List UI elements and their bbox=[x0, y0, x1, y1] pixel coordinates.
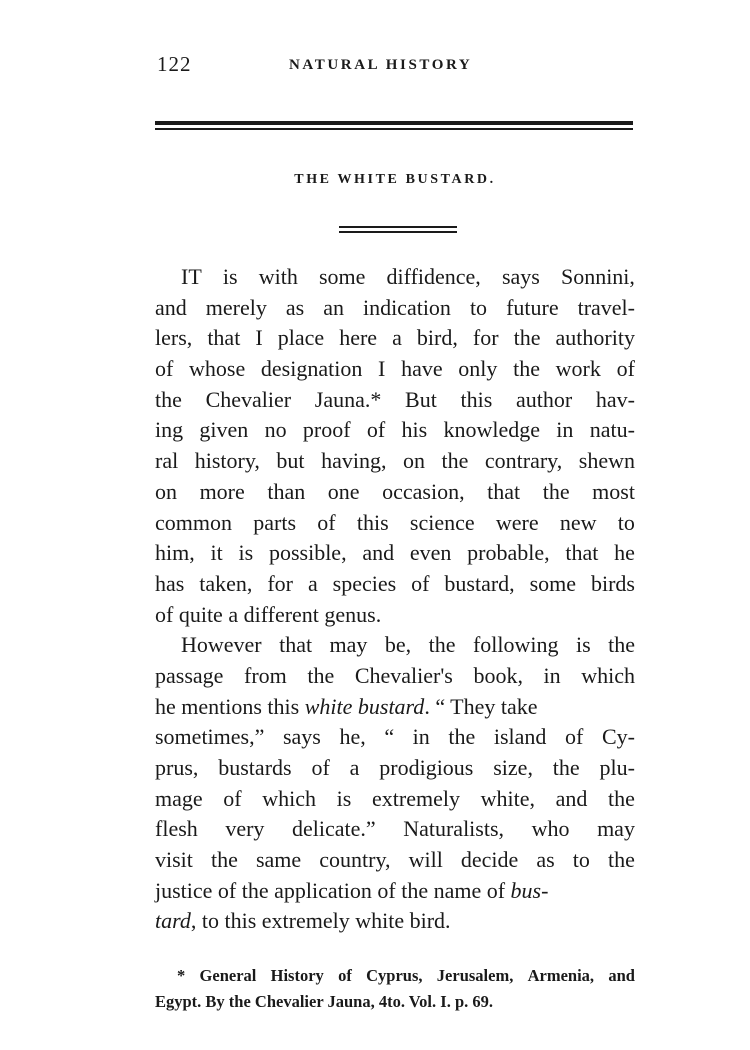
footnote bbox=[155, 963, 635, 1015]
word: prodigious bbox=[379, 755, 474, 780]
word: indication bbox=[362, 294, 451, 320]
text-line bbox=[155, 876, 635, 907]
text-line bbox=[155, 630, 635, 661]
word: place bbox=[277, 325, 325, 351]
word: bustard, bbox=[444, 570, 515, 596]
text-line bbox=[155, 323, 635, 354]
word: extremely bbox=[372, 785, 460, 811]
text-run-compound bbox=[155, 692, 538, 723]
word: who bbox=[531, 816, 570, 842]
running-title: NATURAL HISTORY bbox=[289, 57, 473, 73]
word: in bbox=[556, 417, 574, 443]
word: the bbox=[608, 632, 635, 658]
word: proof bbox=[302, 417, 351, 443]
word: be, bbox=[384, 632, 412, 658]
header-rule-thick bbox=[155, 121, 633, 125]
word: than bbox=[267, 478, 306, 504]
word: future bbox=[506, 294, 559, 320]
word: author bbox=[515, 386, 573, 412]
word: visit bbox=[155, 847, 193, 873]
word: that bbox=[487, 478, 521, 504]
word: having, bbox=[321, 448, 387, 474]
word: in bbox=[543, 662, 561, 688]
word: whose bbox=[189, 356, 246, 382]
text-line bbox=[155, 415, 635, 446]
text-line bbox=[155, 262, 635, 293]
word: some bbox=[318, 264, 366, 289]
section-double-rule bbox=[339, 226, 457, 234]
text-run: , to this extremely white bird. bbox=[190, 908, 451, 934]
word: some bbox=[529, 570, 577, 596]
word: from bbox=[244, 662, 287, 688]
word: in bbox=[412, 724, 430, 750]
word: probable, bbox=[467, 540, 550, 566]
word: the bbox=[428, 632, 456, 658]
word: it bbox=[210, 540, 223, 566]
word: * bbox=[177, 966, 186, 985]
word: says bbox=[501, 264, 540, 289]
word: Chevalier's bbox=[354, 662, 453, 688]
word: ral bbox=[155, 448, 179, 474]
text-run: justice of the application of the name of bbox=[155, 877, 511, 903]
word: the bbox=[448, 724, 476, 750]
word: a bbox=[349, 755, 360, 780]
word: work bbox=[555, 356, 601, 382]
section-rule-bottom bbox=[339, 231, 457, 233]
word: I bbox=[255, 325, 263, 351]
word: more bbox=[199, 478, 245, 504]
word: ing bbox=[155, 417, 184, 443]
word: the bbox=[441, 448, 469, 474]
text-line bbox=[155, 293, 635, 324]
word: is bbox=[222, 264, 238, 289]
word: hav- bbox=[595, 386, 635, 412]
word: country, bbox=[319, 847, 391, 873]
word: him, bbox=[155, 540, 195, 566]
word: an bbox=[323, 294, 344, 320]
word: contrary, bbox=[484, 448, 563, 474]
page-number: 122 bbox=[157, 52, 192, 76]
word: of bbox=[616, 356, 635, 382]
word: the bbox=[210, 847, 238, 873]
word: this bbox=[356, 509, 389, 535]
word: this bbox=[460, 386, 493, 412]
word: science bbox=[409, 509, 475, 535]
word: have bbox=[401, 356, 443, 382]
word: decide bbox=[460, 847, 519, 873]
word: of bbox=[223, 785, 242, 811]
word: he, bbox=[339, 724, 366, 750]
word: that bbox=[565, 540, 599, 566]
text-line bbox=[155, 692, 635, 723]
word: on bbox=[402, 448, 425, 474]
italic-term: tard bbox=[155, 908, 191, 934]
word: Cy- bbox=[601, 724, 635, 750]
word: may bbox=[597, 816, 635, 842]
header-double-rule bbox=[155, 121, 633, 131]
word: to bbox=[469, 294, 488, 320]
word: However bbox=[181, 632, 262, 658]
word: book, bbox=[473, 662, 523, 688]
word: is bbox=[238, 540, 254, 566]
word: taken, bbox=[199, 570, 253, 596]
italic-term: bus- bbox=[510, 877, 549, 903]
word: but bbox=[276, 448, 305, 474]
word: size, bbox=[493, 755, 533, 780]
word: says bbox=[282, 724, 321, 750]
word: is bbox=[575, 632, 591, 658]
word: with bbox=[258, 264, 298, 289]
word: common bbox=[155, 509, 232, 535]
word: no bbox=[264, 417, 287, 443]
word: were bbox=[495, 509, 539, 535]
text-line bbox=[155, 906, 635, 937]
word: is bbox=[336, 785, 352, 811]
word: as bbox=[536, 847, 555, 873]
italic-term: white bustard bbox=[304, 693, 425, 719]
word: Naturalists, bbox=[403, 816, 505, 842]
word: Sonnini, bbox=[560, 264, 635, 289]
text-line bbox=[155, 753, 635, 784]
word: a bbox=[307, 570, 318, 596]
word: of bbox=[317, 509, 336, 535]
word: the bbox=[513, 356, 540, 382]
word: the bbox=[513, 325, 541, 351]
word: History bbox=[270, 966, 324, 985]
word: the bbox=[542, 478, 570, 504]
text-line bbox=[155, 569, 635, 600]
word: a bbox=[392, 325, 402, 351]
word: may bbox=[329, 632, 368, 658]
word: I bbox=[378, 356, 386, 382]
word: Chevalier bbox=[205, 386, 292, 412]
word: lers, bbox=[155, 325, 193, 351]
text-line bbox=[155, 722, 635, 753]
text-run-compound bbox=[155, 876, 548, 907]
section-rule-top bbox=[339, 226, 457, 228]
header-rule-thin bbox=[155, 128, 633, 130]
word: that bbox=[279, 632, 313, 658]
word: to bbox=[617, 509, 635, 535]
word: only bbox=[458, 356, 498, 382]
word: delicate.” bbox=[291, 816, 376, 842]
running-head bbox=[155, 52, 635, 82]
word: birds bbox=[590, 570, 635, 596]
word: IT bbox=[181, 264, 202, 289]
word: authority bbox=[555, 325, 635, 351]
word: prus, bbox=[155, 755, 199, 780]
word: Jauna.* bbox=[314, 386, 382, 412]
footnote-line: Egypt. By the Chevalier Jauna, 4to. Vol. I. p. 69. bbox=[155, 992, 493, 1011]
word: same bbox=[255, 847, 302, 873]
text-run: of quite a different genus. bbox=[155, 601, 382, 627]
word: which bbox=[581, 662, 635, 688]
word: travel- bbox=[577, 294, 635, 320]
text-line bbox=[155, 538, 635, 569]
word: here bbox=[339, 325, 378, 351]
word: plu- bbox=[599, 755, 635, 780]
word: possible, bbox=[268, 540, 347, 566]
word: the bbox=[155, 386, 182, 412]
word: and bbox=[155, 294, 187, 320]
word: given bbox=[199, 417, 249, 443]
word: new bbox=[559, 509, 597, 535]
word: and bbox=[555, 785, 588, 811]
word: as bbox=[285, 294, 305, 320]
word: the bbox=[307, 662, 335, 688]
word: very bbox=[225, 816, 265, 842]
section-heading: THE WHITE BUSTARD. bbox=[294, 172, 496, 187]
word: will bbox=[408, 847, 443, 873]
word: of bbox=[366, 417, 386, 443]
word: bustards bbox=[218, 755, 292, 780]
word: natu- bbox=[589, 417, 635, 443]
word: sometimes,” bbox=[155, 724, 265, 750]
word: on bbox=[155, 478, 177, 504]
text-line bbox=[155, 661, 635, 692]
word: flesh bbox=[155, 816, 198, 842]
word: occasion, bbox=[382, 478, 465, 504]
word: has bbox=[155, 570, 185, 596]
word: passage bbox=[155, 662, 224, 688]
word: most bbox=[592, 478, 635, 504]
text-run: he mentions this bbox=[155, 693, 305, 719]
word: the bbox=[552, 755, 580, 780]
text-line bbox=[155, 385, 635, 416]
word: one bbox=[327, 478, 360, 504]
word: he bbox=[614, 540, 635, 566]
word: of bbox=[338, 966, 352, 985]
word: diffidence, bbox=[386, 264, 481, 289]
word: But bbox=[405, 386, 437, 412]
body-text bbox=[155, 262, 635, 937]
word: designation bbox=[260, 356, 363, 382]
word: of bbox=[411, 570, 430, 596]
word: following bbox=[472, 632, 559, 658]
word: mage bbox=[155, 785, 203, 811]
word: of bbox=[155, 356, 174, 382]
text-run: . “ They take bbox=[424, 693, 538, 719]
word: species bbox=[332, 570, 397, 596]
word: Armenia, bbox=[527, 966, 595, 985]
text-line bbox=[155, 508, 635, 539]
word: white, bbox=[480, 785, 535, 811]
word: Jerusalem, bbox=[436, 966, 514, 985]
word: which bbox=[262, 785, 317, 811]
word: bird, bbox=[416, 325, 458, 351]
word: shewn bbox=[578, 448, 635, 474]
text-line bbox=[155, 784, 635, 815]
word: of bbox=[565, 724, 584, 750]
word: history, bbox=[194, 448, 260, 474]
word: merely bbox=[205, 294, 267, 320]
word: for bbox=[267, 570, 294, 596]
word: his bbox=[401, 417, 428, 443]
word: of bbox=[311, 755, 330, 780]
text-line bbox=[155, 446, 635, 477]
text-line bbox=[155, 600, 635, 631]
text-line bbox=[155, 845, 635, 876]
word: that bbox=[207, 325, 241, 351]
word: knowledge bbox=[443, 417, 540, 443]
word: and bbox=[362, 540, 395, 566]
word: to bbox=[572, 847, 590, 873]
word: the bbox=[608, 847, 635, 873]
text-line bbox=[155, 814, 635, 845]
text-run-compound bbox=[155, 906, 451, 937]
word: and bbox=[608, 966, 635, 985]
word: for bbox=[472, 325, 499, 351]
footnote-line bbox=[155, 963, 635, 989]
word: Cyprus, bbox=[366, 966, 423, 985]
text-line bbox=[155, 477, 635, 508]
word: the bbox=[608, 785, 635, 811]
word: island bbox=[493, 724, 547, 750]
word: parts bbox=[253, 509, 297, 535]
word: “ bbox=[384, 724, 395, 750]
word: even bbox=[409, 540, 452, 566]
word: General bbox=[199, 966, 257, 985]
text-line bbox=[155, 354, 635, 385]
